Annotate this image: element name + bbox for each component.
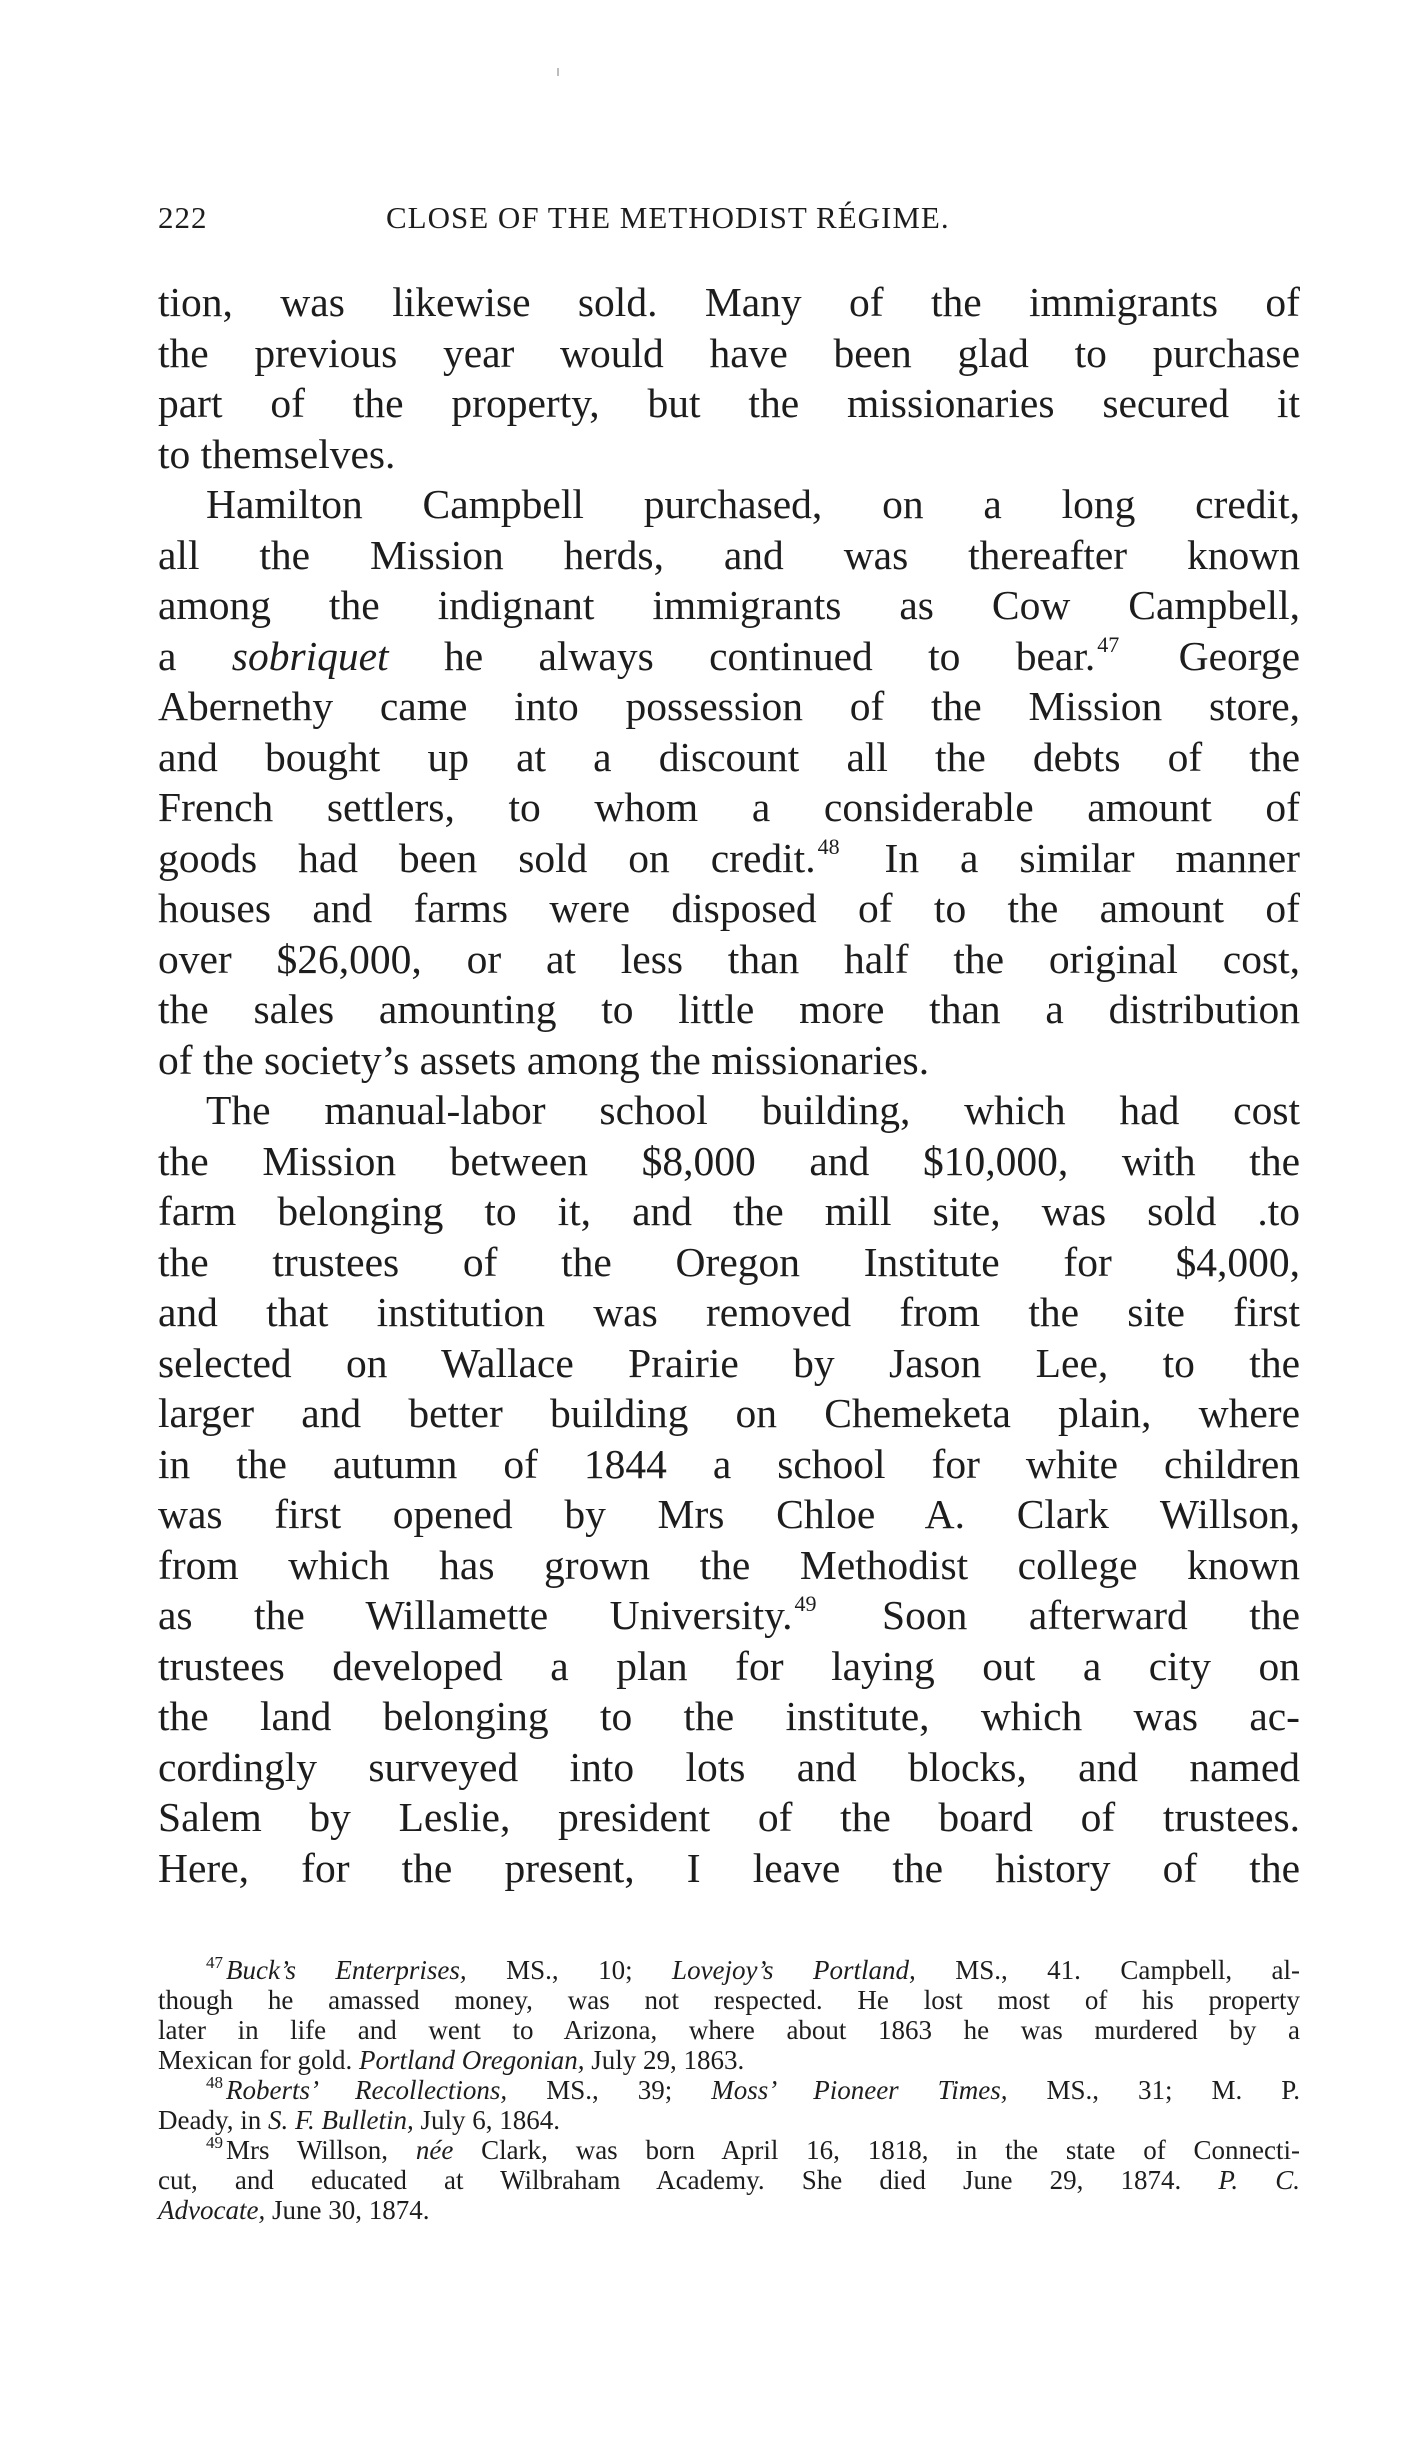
footnote-ref-48[interactable]: 48 (817, 833, 840, 859)
text-segment: Soon afterward the (882, 1592, 1300, 1638)
citation-title: P. C. (1218, 2165, 1300, 2195)
text-line: Salem by Leslie, president of the board of trustees. (158, 1794, 1300, 1840)
text-line: Hamilton Campbell purchased, on a long credit, (206, 481, 1300, 527)
text-line: to themselves. (158, 430, 396, 477)
citation-title: S. F. Bulletin, (267, 2105, 414, 2135)
text-segment: cut, and educated at Wilbraham Academy. She died June 29, 1874. (158, 2165, 1182, 2195)
text-line: the previous year would have been glad to purchase (158, 329, 1300, 376)
text-line: houses and farms were disposed of to the amount of (158, 885, 1300, 931)
footnote-mark: 48 (206, 2073, 223, 2092)
text-segment: July 29, 1863. (591, 2045, 745, 2075)
citation-title: Buck’s Enterprises, (226, 1955, 467, 1985)
text-line: of the society’s assets among the missionaries. (158, 1036, 930, 1083)
footnote-line: though he amassed money, was not respected. He lost most of his property (158, 1985, 1300, 2015)
text-line: and that institution was removed from the site first (158, 1289, 1300, 1335)
text-segment: George (1178, 632, 1301, 679)
text-segment: Mexican for gold. (158, 2045, 353, 2075)
footnote-line: later in life and went to Arizona, where about 1863 he was murdered by a (158, 2015, 1300, 2045)
text-line: the land belonging to the institute, which was ac- (158, 1693, 1300, 1739)
footnote-mark: 47 (206, 1953, 223, 1972)
text-segment: a (158, 632, 177, 679)
text-line: in the autumn of 1844 a school for white children (158, 1440, 1300, 1487)
text-line: farm belonging to it, and the mill site, was sold .to (158, 1188, 1300, 1234)
text-line: larger and better building on Chemeketa plain, where (158, 1390, 1300, 1436)
text-segment: MS., 10; (506, 1955, 633, 1985)
text-line: all the Mission herds, and was thereafter known (158, 531, 1300, 578)
citation-title: Moss’ Pioneer Times, (711, 2075, 1008, 2105)
text-line: and bought up at a discount all the debts of the (158, 733, 1300, 780)
text-line: tion, was likewise sold. Many of the immigrants of (158, 279, 1300, 325)
citation-title: Advocate, (158, 2195, 266, 2225)
footnote-line (158, 2045, 1300, 2075)
text-segment: Clark, was born April 16, 1818, in the state of Connecti- (481, 2135, 1301, 2165)
citation-title: Portland Oregonian, (358, 2045, 585, 2075)
text-segment: Campbell, al- (1120, 1955, 1301, 1985)
text-segment: In a similar manner (884, 834, 1300, 881)
running-title: CLOSE OF THE METHODIST RÉGIME. (386, 200, 950, 235)
text-line: Abernethy came into possession of the Mission store, (158, 683, 1300, 729)
citation-title: Lovejoy’s Portland, (672, 1955, 916, 1985)
text-segment: MS., 39; (546, 2075, 673, 2105)
text-segment: as the Willamette University. (158, 1592, 793, 1638)
text-line: the Mission between $8,000 and $10,000, with the (158, 1137, 1300, 1184)
print-artifact (557, 68, 559, 76)
text-segment: goods had been sold on credit. (158, 834, 816, 881)
text-segment: July 6, 1864. (420, 2105, 560, 2135)
footnote-ref-49[interactable]: 49 (794, 1591, 817, 1616)
footnote-47 (158, 1955, 1300, 1985)
citation-title: Roberts’ Recollections, (226, 2075, 508, 2105)
text-line: from which has grown the Methodist college known (158, 1541, 1300, 1588)
text-segment: Mrs Willson, (226, 2135, 389, 2165)
footnote-ref-47[interactable]: 47 (1097, 631, 1120, 657)
footnote-mark: 49 (206, 2133, 223, 2152)
footnote-line (158, 2195, 1300, 2225)
footnote-48 (158, 2075, 1300, 2105)
text-line (158, 833, 1300, 884)
text-line: The manual-labor school building, which had cost (206, 1087, 1300, 1133)
footnote-line (158, 2165, 1300, 2195)
text-segment: MS., 31; M. P. (1046, 2075, 1301, 2105)
italic-word: sobriquet (231, 632, 389, 679)
text-line: Here, for the present, I leave the history of the (158, 1844, 1300, 1891)
main-text (158, 277, 1300, 1893)
text-segment: Deady, in (158, 2105, 262, 2135)
footnote-line (158, 2105, 1300, 2135)
footnotes (158, 1955, 1300, 2225)
text-line: was first opened by Mrs Chloe A. Clark Willson, (158, 1491, 1300, 1537)
text-line: the trustees of the Oregon Institute for $4,000, (158, 1238, 1300, 1285)
italic-word: née (415, 2135, 454, 2165)
footnote-49 (158, 2135, 1300, 2165)
page-header (158, 200, 1298, 240)
text-segment: MS., 41. (955, 1955, 1081, 1985)
text-line: selected on Wallace Prairie by Jason Lee, to the (158, 1339, 1300, 1386)
text-line: French settlers, to whom a considerable amount of (158, 784, 1300, 830)
text-line (158, 1590, 1300, 1641)
text-line: among the indignant immigrants as Cow Campbell, (158, 582, 1300, 628)
text-line: the sales amounting to little more than a distribution (158, 986, 1300, 1032)
text-line: over $26,000, or at less than half the original cost, (158, 935, 1300, 982)
text-segment: he always continued to bear. (443, 632, 1096, 679)
page-number: 222 (158, 200, 208, 235)
text-line (158, 631, 1300, 682)
text-line: part of the property, but the missionaries secured it (158, 380, 1300, 426)
text-segment: June 30, 1874. (271, 2195, 430, 2225)
text-line: trustees developed a plan for laying out a city on (158, 1642, 1300, 1689)
text-line: cordingly surveyed into lots and blocks, and named (158, 1743, 1300, 1790)
